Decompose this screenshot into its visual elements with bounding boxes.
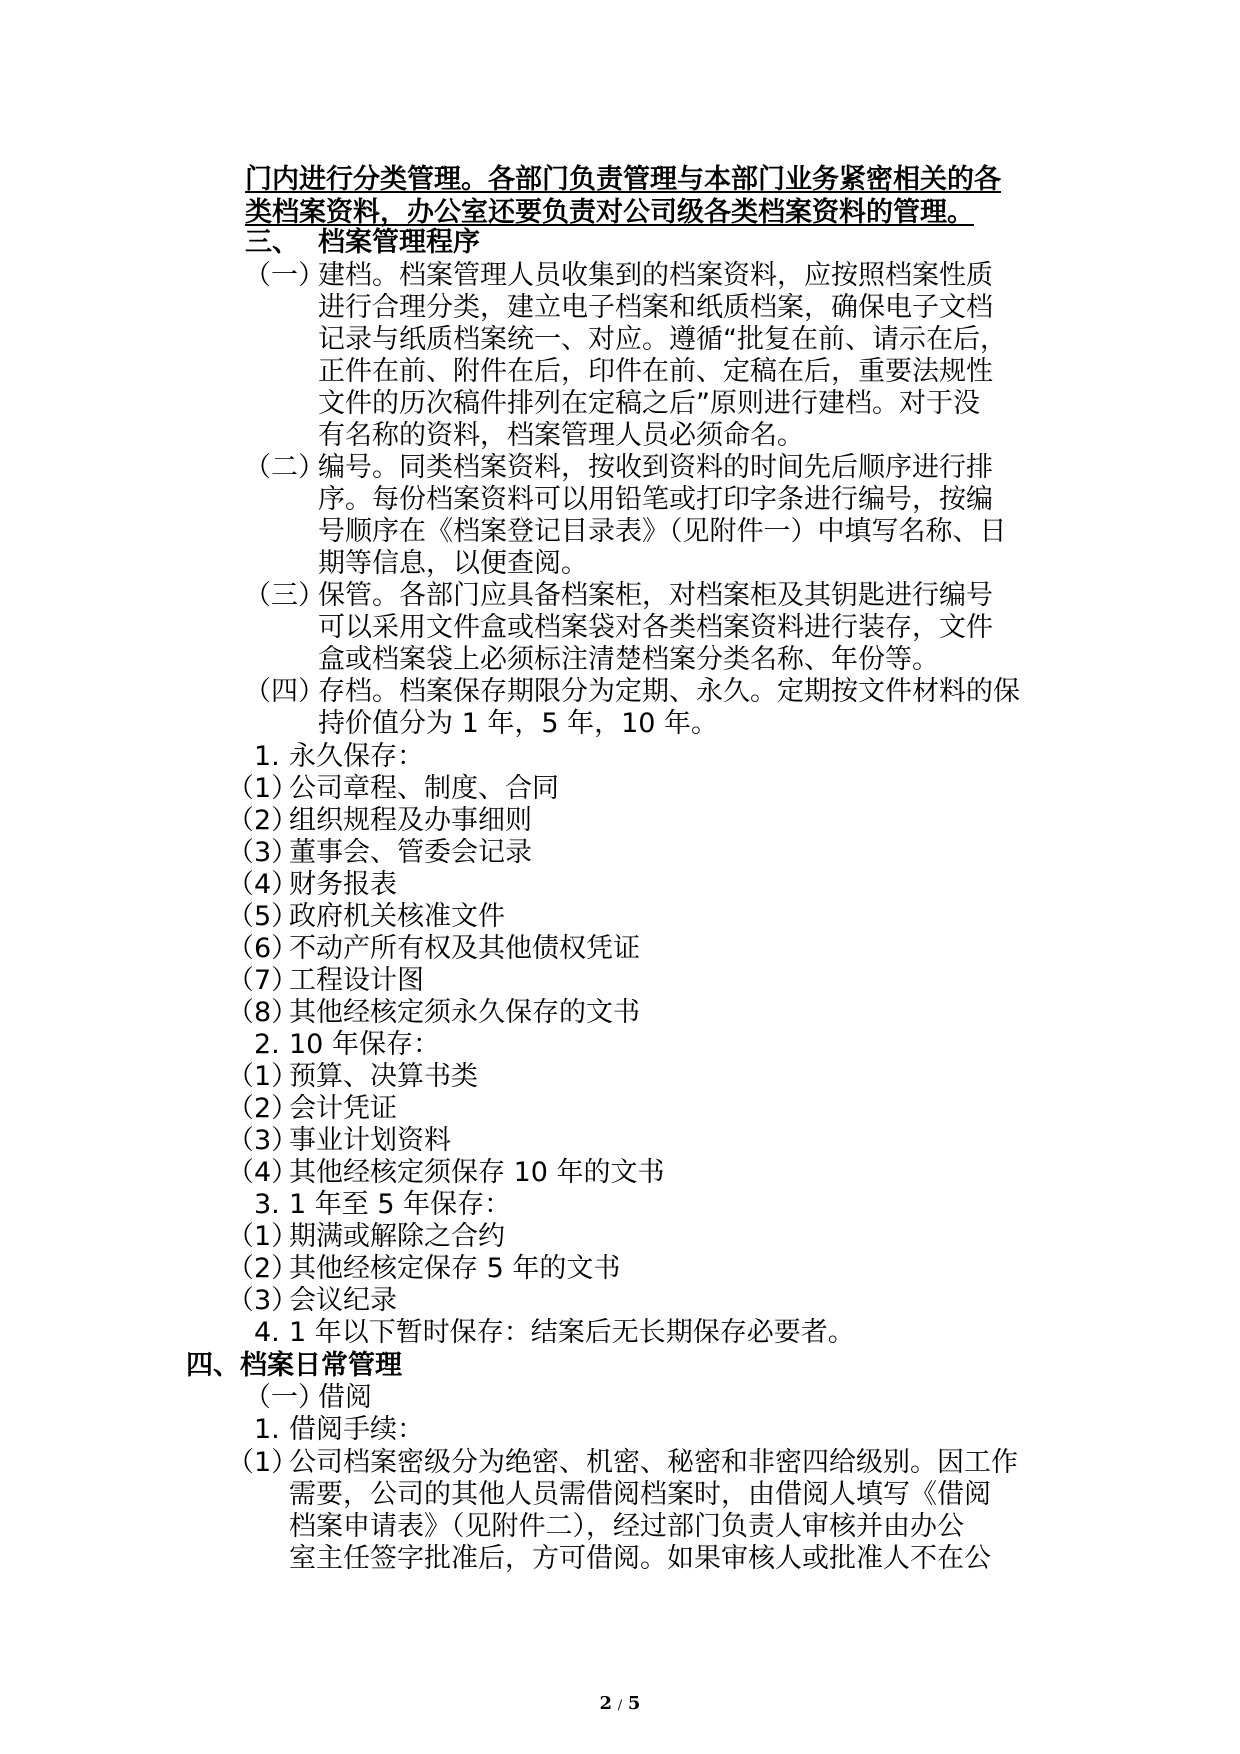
retention-4-label: 1 年以下暂时保存：结案后无长期保存必要者。 xyxy=(289,1317,855,1348)
item-1-line-2: 进行合理分类，建立电子档案和纸质档案，确保电子文档 xyxy=(318,292,993,323)
retention-3-num: 3. xyxy=(254,1189,280,1220)
retention-1-item-3-marker: （3） xyxy=(227,837,299,868)
item-3-line-2: 可以采用文件盒或档案袋对各类档案资料进行装存，文件 xyxy=(318,612,993,643)
item-2-line-2: 序。每份档案资料可以用铅笔或打印字条进行编号，按编 xyxy=(318,484,993,515)
item-2-line-3: 号顺序在《档案登记目录表》（见附件一）中填写名称、日 xyxy=(318,516,1007,547)
item-1-line-4: 正件在前、附件在后，印件在前、定稿在后，重要法规性 xyxy=(318,356,993,387)
item-2-line-1: 编号。同类档案资料，按收到资料的时间先后顺序进行排 xyxy=(318,452,993,483)
retention-1-label: 永久保存： xyxy=(289,741,424,772)
item-2-line-4: 期等信息，以便查阅。 xyxy=(318,548,588,579)
retention-1-num: 1. xyxy=(254,741,280,772)
retention-2-num: 2. xyxy=(254,1029,280,1060)
item-3-line-3: 盒或档案袋上必须标注清楚档案分类名称、年份等。 xyxy=(318,644,939,675)
item-3-line-1: 保管。各部门应具备档案柜，对档案柜及其钥匙进行编号 xyxy=(318,580,993,611)
total-pages: 5 xyxy=(627,1693,641,1714)
item-1-line-1: 建档。档案管理人员收集到的档案资料，应按照档案性质 xyxy=(318,260,993,291)
item-1-line-5: 文件的历次稿件排列在定稿之后”原则进行建档。对于没 xyxy=(318,388,980,419)
retention-3-item-2-marker: （2） xyxy=(227,1253,299,1284)
retention-3-item-3-marker: （3） xyxy=(227,1285,299,1316)
retention-1-item-2: 组织规程及办事细则 xyxy=(289,805,532,836)
retention-1-item-2-marker: （2） xyxy=(227,805,299,836)
section4-item-line-1: 公司档案密级分为绝密、机密、秘密和非密四给级别。因工作 xyxy=(289,1447,1018,1478)
retention-2-label: 10 年保存： xyxy=(289,1029,440,1060)
item-1-marker: （一） xyxy=(244,260,325,291)
retention-1-item-5: 政府机关核准文件 xyxy=(289,901,505,932)
retention-1-item-7-marker: （7） xyxy=(227,965,299,996)
retention-2-item-2: 会计凭证 xyxy=(289,1093,397,1124)
retention-3-item-3: 会议纪录 xyxy=(289,1285,397,1316)
retention-2-item-1: 预算、决算书类 xyxy=(289,1061,478,1092)
item-1-line-3: 记录与纸质档案统一、对应。遵循“批复在前、请示在后， xyxy=(318,324,1007,355)
retention-1-item-1: 公司章程、制度、合同 xyxy=(289,773,559,804)
section4-item-line-2: 需要，公司的其他人员需借阅档案时，由借阅人填写《借阅 xyxy=(289,1479,991,1510)
retention-2-item-3-marker: （3） xyxy=(227,1125,299,1156)
retention-3-item-1: 期满或解除之合约 xyxy=(289,1221,505,1252)
section3-title: 档案管理程序 xyxy=(318,227,480,258)
section4-sub-marker: （一） xyxy=(244,1382,325,1413)
section4-item-line-3: 档案申请表》（见附件二），经过部门负责人审核并由办公 xyxy=(289,1511,964,1542)
retention-1-item-7: 工程设计图 xyxy=(289,965,424,996)
section4-item-line-4: 室主任签字批准后，方可借阅。如果审核人或批准人不在公 xyxy=(289,1543,991,1574)
retention-1-item-8-marker: （8） xyxy=(227,997,299,1028)
retention-1-item-6: 不动产所有权及其他债权凭证 xyxy=(289,933,640,964)
retention-2-item-1-marker: （1） xyxy=(227,1061,299,1092)
retention-2-item-4: 其他经核定须保存 10 年的文书 xyxy=(289,1157,665,1188)
intro-line-1: 门内进行分类管理。各部门负责管理与本部门业务紧密相关的各 xyxy=(245,164,1001,195)
retention-1-item-8: 其他经核定须永久保存的文书 xyxy=(289,997,640,1028)
page-separator: / xyxy=(617,1698,623,1713)
retention-1-item-1-marker: （1） xyxy=(227,773,299,804)
retention-2-item-4-marker: （4） xyxy=(227,1157,299,1188)
section4-item-marker: （1） xyxy=(227,1447,299,1478)
item-3-marker: （三） xyxy=(244,580,325,611)
retention-3-label: 1 年至 5 年保存： xyxy=(289,1189,512,1220)
page-number xyxy=(0,1693,1240,1714)
item-4-line-1: 存档。档案保存期限分为定期、永久。定期按文件材料的保 xyxy=(318,676,1020,707)
section3-marker: 三、 xyxy=(245,227,299,258)
retention-1-item-5-marker: （5） xyxy=(227,901,299,932)
intro-line-2: 类档案资料，办公室还要负责对公司级各类档案资料的管理。 xyxy=(245,197,974,228)
item-4-line-2: 持价值分为 1 年，5 年，10 年。 xyxy=(318,708,719,739)
retention-3-item-1-marker: （1） xyxy=(227,1221,299,1252)
section4-num: 1. xyxy=(254,1414,280,1445)
section4-sub-title: 借阅 xyxy=(318,1382,372,1413)
retention-4-num: 4. xyxy=(254,1317,280,1348)
current-page: 2 xyxy=(599,1693,613,1714)
retention-1-item-4: 财务报表 xyxy=(289,869,397,900)
section4-num-label: 借阅手续： xyxy=(289,1414,424,1445)
section4-title: 四、档案日常管理 xyxy=(186,1350,402,1381)
item-4-marker: （四） xyxy=(244,676,325,707)
retention-2-item-2-marker: （2） xyxy=(227,1093,299,1124)
retention-1-item-3: 董事会、管委会记录 xyxy=(289,837,532,868)
retention-1-item-4-marker: （4） xyxy=(227,869,299,900)
item-2-marker: （二） xyxy=(244,452,325,483)
retention-2-item-3: 事业计划资料 xyxy=(289,1125,451,1156)
retention-1-item-6-marker: （6） xyxy=(227,933,299,964)
item-1-line-6: 有名称的资料，档案管理人员必须命名。 xyxy=(318,420,804,451)
retention-3-item-2: 其他经核定保存 5 年的文书 xyxy=(289,1253,621,1284)
